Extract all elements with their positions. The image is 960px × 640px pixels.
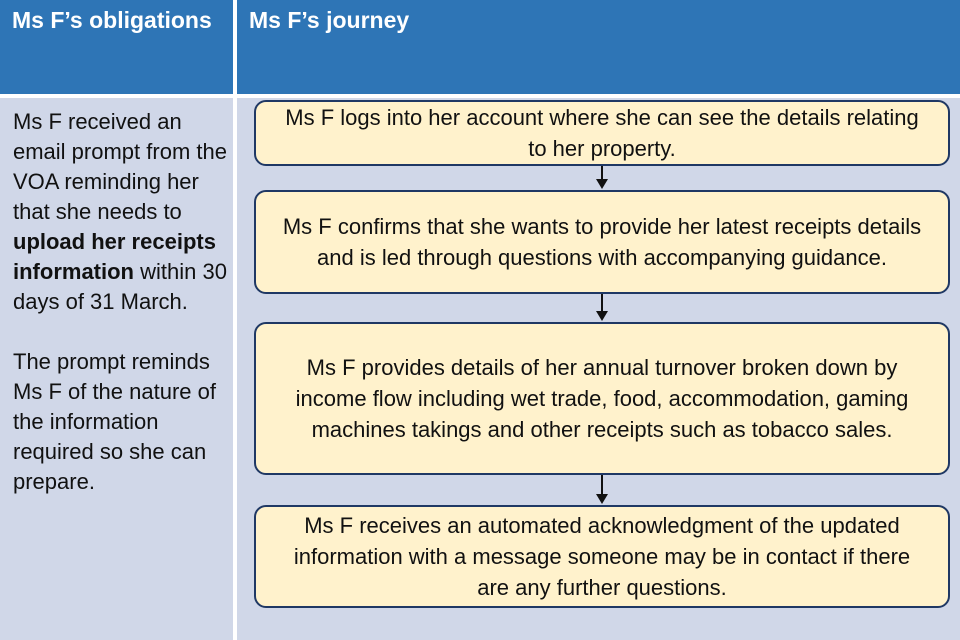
journey-title: Ms F’s journey: [249, 7, 410, 33]
obligations-paragraph-1: [13, 107, 231, 317]
down-arrow-icon: [594, 294, 610, 322]
down-arrow-icon: [594, 166, 610, 190]
obligations-text: [13, 107, 231, 497]
obligations-header: [0, 0, 233, 94]
journey-step-4: [254, 505, 950, 608]
obligations-text-after: within 30 days of 31 March.: [13, 259, 227, 314]
obligations-title: Ms F’s obligations: [12, 7, 212, 33]
journey-step-1: [254, 100, 950, 166]
journey-step-text: Ms F receives an automated acknowledgment of the updated information with a message someone may be in contact if there are any further questions.: [293, 513, 911, 600]
journey-header: [237, 0, 960, 94]
obligations-paragraph-2: The prompt reminds Ms F of the nature of the information required so she can prepare.: [13, 349, 216, 494]
journey-step-3: [254, 322, 950, 475]
journey-step-text: Ms F logs into her account where she can see the details relating to her property.: [285, 105, 919, 161]
journey-step-2: [254, 190, 950, 294]
journey-step-text: Ms F provides details of her annual turnover broken down by income flow including wet trade, food, accommodation, gaming machines takings and other receipts such as tobacco sales.: [295, 355, 909, 442]
obligations-text-before: Ms F received an email prompt from the VOA reminding her that she needs to: [13, 109, 227, 224]
down-arrow-icon: [594, 475, 610, 505]
obligations-text-bold: upload her receipts information: [13, 229, 216, 284]
journey-step-text: Ms F confirms that she wants to provide her latest receipts details and is led through questions with accompanying guidance.: [282, 214, 922, 270]
